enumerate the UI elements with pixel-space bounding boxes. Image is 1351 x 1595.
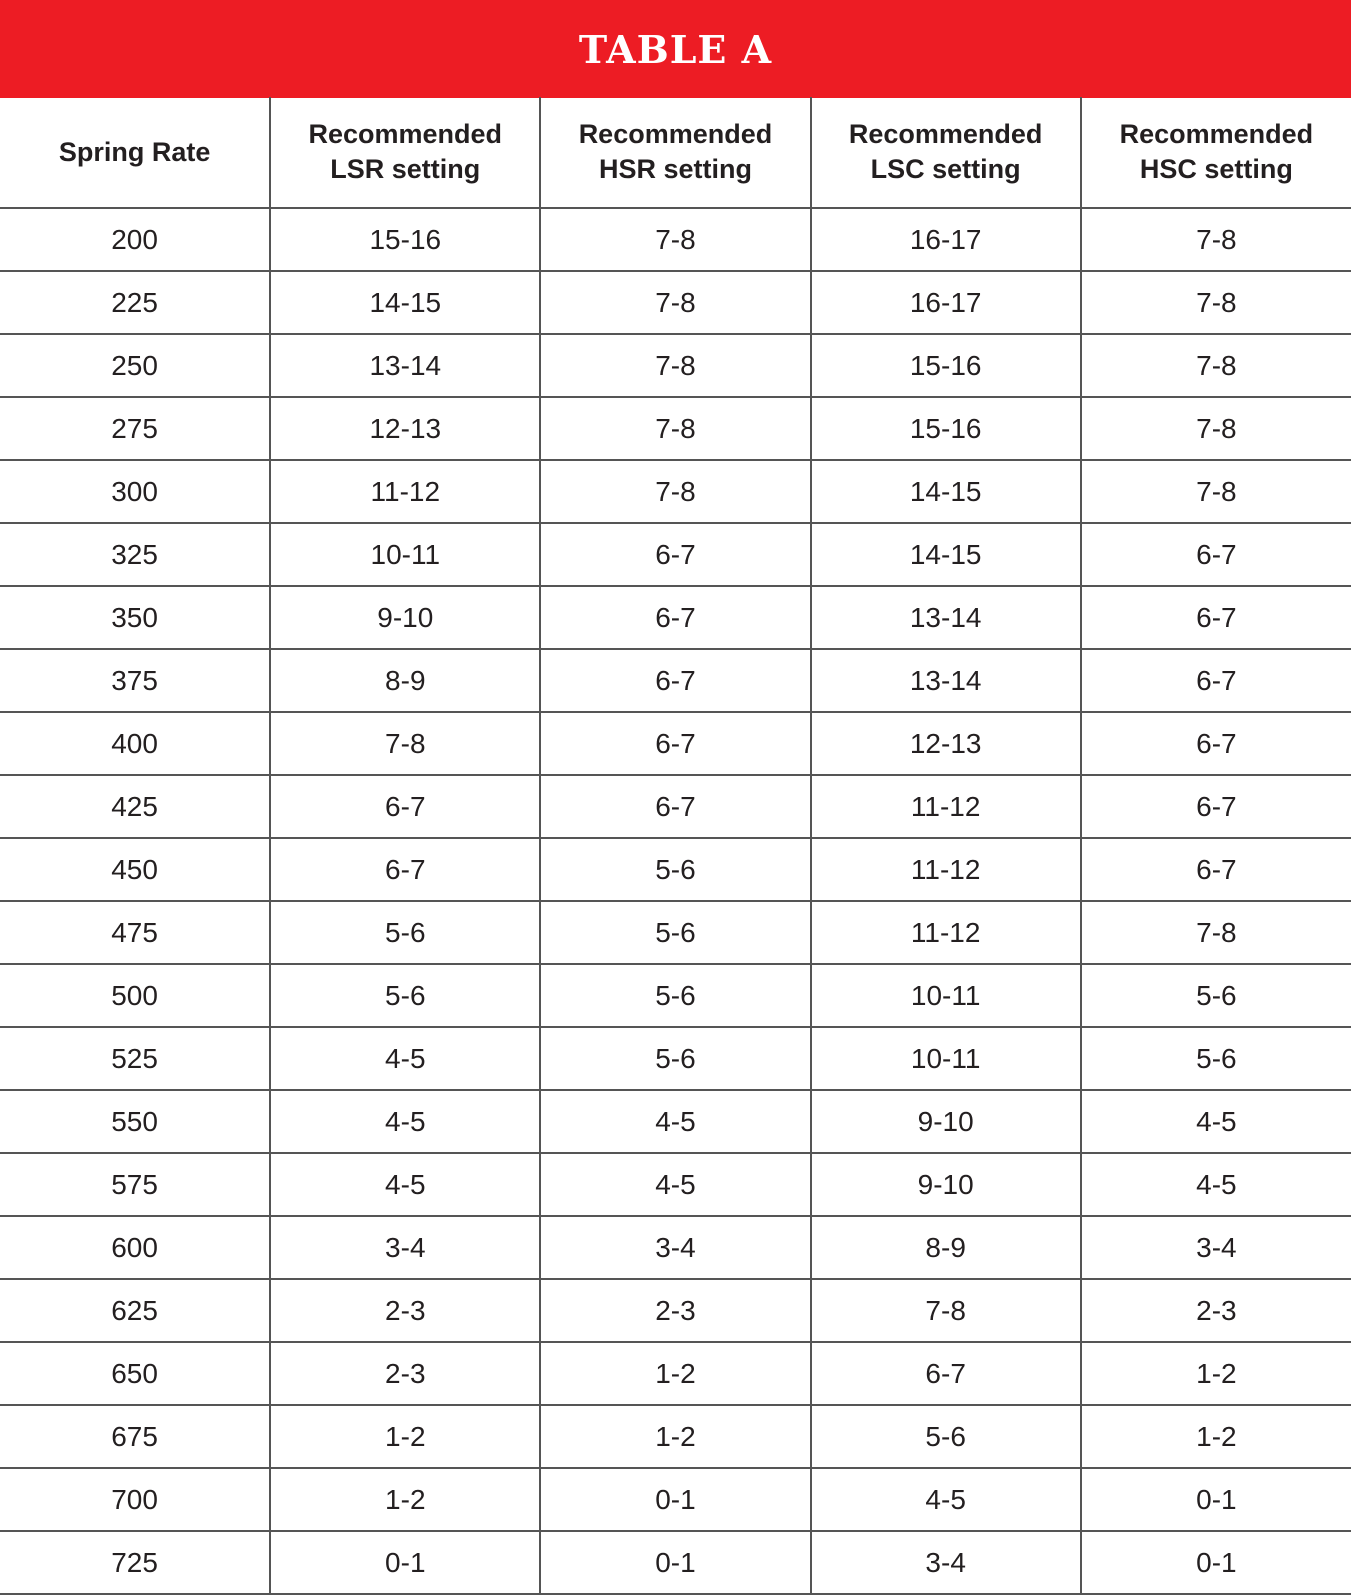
cell-lsc-setting: 9-10 — [811, 1090, 1081, 1153]
table-row — [0, 649, 1351, 712]
table-row — [0, 1090, 1351, 1153]
cell-lsc-setting: 8-9 — [811, 1216, 1081, 1279]
cell-lsc-setting: 14-15 — [811, 460, 1081, 523]
table-row — [0, 397, 1351, 460]
cell-lsr-setting: 1-2 — [270, 1468, 540, 1531]
table-header-row — [0, 97, 1351, 208]
cell-hsr-setting: 7-8 — [540, 460, 810, 523]
header-lsc-setting: Recommended LSC setting — [811, 97, 1081, 208]
cell-hsr-setting: 5-6 — [540, 901, 810, 964]
table-row — [0, 1279, 1351, 1342]
table-row — [0, 208, 1351, 271]
cell-hsc-setting: 7-8 — [1081, 271, 1351, 334]
cell-hsc-setting: 6-7 — [1081, 838, 1351, 901]
spring-rate-table — [0, 97, 1351, 1595]
cell-spring-rate: 300 — [0, 460, 270, 523]
cell-hsr-setting: 7-8 — [540, 397, 810, 460]
cell-hsc-setting: 6-7 — [1081, 712, 1351, 775]
cell-lsc-setting: 5-6 — [811, 1405, 1081, 1468]
cell-spring-rate: 250 — [0, 334, 270, 397]
cell-lsc-setting: 7-8 — [811, 1279, 1081, 1342]
cell-lsc-setting: 14-15 — [811, 523, 1081, 586]
cell-spring-rate: 675 — [0, 1405, 270, 1468]
cell-spring-rate: 225 — [0, 271, 270, 334]
table-row — [0, 838, 1351, 901]
table-row — [0, 460, 1351, 523]
cell-lsr-setting: 12-13 — [270, 397, 540, 460]
cell-hsr-setting: 0-1 — [540, 1468, 810, 1531]
cell-spring-rate: 200 — [0, 208, 270, 271]
cell-hsr-setting: 5-6 — [540, 964, 810, 1027]
table-row — [0, 271, 1351, 334]
cell-spring-rate: 275 — [0, 397, 270, 460]
cell-hsr-setting: 7-8 — [540, 208, 810, 271]
cell-hsc-setting: 7-8 — [1081, 397, 1351, 460]
cell-hsr-setting: 6-7 — [540, 649, 810, 712]
cell-lsr-setting: 13-14 — [270, 334, 540, 397]
cell-hsc-setting: 6-7 — [1081, 775, 1351, 838]
cell-lsr-setting: 2-3 — [270, 1342, 540, 1405]
cell-lsc-setting: 11-12 — [811, 838, 1081, 901]
cell-lsr-setting: 7-8 — [270, 712, 540, 775]
table-body — [0, 208, 1351, 1594]
cell-lsc-setting: 6-7 — [811, 1342, 1081, 1405]
cell-lsc-setting: 15-16 — [811, 334, 1081, 397]
cell-hsc-setting: 6-7 — [1081, 649, 1351, 712]
cell-hsc-setting: 7-8 — [1081, 460, 1351, 523]
cell-spring-rate: 325 — [0, 523, 270, 586]
cell-hsc-setting: 7-8 — [1081, 901, 1351, 964]
cell-hsr-setting: 3-4 — [540, 1216, 810, 1279]
cell-spring-rate: 375 — [0, 649, 270, 712]
table-row — [0, 1216, 1351, 1279]
table-row — [0, 334, 1351, 397]
cell-hsr-setting: 4-5 — [540, 1090, 810, 1153]
cell-hsr-setting: 2-3 — [540, 1279, 810, 1342]
cell-hsr-setting: 1-2 — [540, 1342, 810, 1405]
cell-lsc-setting: 4-5 — [811, 1468, 1081, 1531]
cell-hsr-setting: 5-6 — [540, 1027, 810, 1090]
cell-lsc-setting: 12-13 — [811, 712, 1081, 775]
cell-spring-rate: 475 — [0, 901, 270, 964]
cell-hsr-setting: 6-7 — [540, 775, 810, 838]
cell-lsc-setting: 3-4 — [811, 1531, 1081, 1594]
cell-hsc-setting: 6-7 — [1081, 523, 1351, 586]
cell-lsr-setting: 5-6 — [270, 901, 540, 964]
cell-hsr-setting: 4-5 — [540, 1153, 810, 1216]
table-row — [0, 1468, 1351, 1531]
cell-lsr-setting: 15-16 — [270, 208, 540, 271]
cell-spring-rate: 400 — [0, 712, 270, 775]
table-title: TABLE A — [578, 26, 773, 72]
table-row — [0, 1405, 1351, 1468]
table-row — [0, 901, 1351, 964]
cell-lsr-setting: 14-15 — [270, 271, 540, 334]
cell-spring-rate: 575 — [0, 1153, 270, 1216]
cell-hsr-setting: 6-7 — [540, 712, 810, 775]
cell-spring-rate: 450 — [0, 838, 270, 901]
header-hsr-setting: Recommended HSR setting — [540, 97, 810, 208]
cell-lsr-setting: 4-5 — [270, 1027, 540, 1090]
cell-lsr-setting: 4-5 — [270, 1090, 540, 1153]
cell-lsc-setting: 15-16 — [811, 397, 1081, 460]
cell-spring-rate: 600 — [0, 1216, 270, 1279]
cell-hsc-setting: 2-3 — [1081, 1279, 1351, 1342]
cell-lsr-setting: 10-11 — [270, 523, 540, 586]
cell-lsr-setting: 0-1 — [270, 1531, 540, 1594]
cell-hsc-setting: 3-4 — [1081, 1216, 1351, 1279]
cell-spring-rate: 700 — [0, 1468, 270, 1531]
cell-hsc-setting: 5-6 — [1081, 964, 1351, 1027]
header-hsc-setting: Recommended HSC setting — [1081, 97, 1351, 208]
cell-hsc-setting: 6-7 — [1081, 586, 1351, 649]
cell-lsr-setting: 1-2 — [270, 1405, 540, 1468]
table-row — [0, 712, 1351, 775]
cell-hsc-setting: 7-8 — [1081, 334, 1351, 397]
cell-lsc-setting: 9-10 — [811, 1153, 1081, 1216]
cell-spring-rate: 625 — [0, 1279, 270, 1342]
table-row — [0, 523, 1351, 586]
cell-spring-rate: 550 — [0, 1090, 270, 1153]
cell-lsc-setting: 11-12 — [811, 775, 1081, 838]
cell-hsr-setting: 0-1 — [540, 1531, 810, 1594]
cell-lsc-setting: 11-12 — [811, 901, 1081, 964]
cell-lsc-setting: 10-11 — [811, 1027, 1081, 1090]
cell-hsc-setting: 0-1 — [1081, 1468, 1351, 1531]
cell-hsr-setting: 1-2 — [540, 1405, 810, 1468]
table-row — [0, 1027, 1351, 1090]
table-row — [0, 1153, 1351, 1216]
cell-lsr-setting: 6-7 — [270, 775, 540, 838]
cell-spring-rate: 525 — [0, 1027, 270, 1090]
header-spring-rate: Spring Rate — [0, 97, 270, 208]
cell-lsr-setting: 3-4 — [270, 1216, 540, 1279]
table-row — [0, 1342, 1351, 1405]
table-row — [0, 1531, 1351, 1594]
cell-hsr-setting: 5-6 — [540, 838, 810, 901]
table-row — [0, 775, 1351, 838]
cell-spring-rate: 650 — [0, 1342, 270, 1405]
cell-lsr-setting: 4-5 — [270, 1153, 540, 1216]
cell-hsc-setting: 4-5 — [1081, 1090, 1351, 1153]
table-row — [0, 964, 1351, 1027]
cell-lsr-setting: 6-7 — [270, 838, 540, 901]
cell-spring-rate: 725 — [0, 1531, 270, 1594]
table-row — [0, 586, 1351, 649]
cell-lsc-setting: 10-11 — [811, 964, 1081, 1027]
cell-lsc-setting: 16-17 — [811, 271, 1081, 334]
cell-hsc-setting: 7-8 — [1081, 208, 1351, 271]
cell-hsc-setting: 5-6 — [1081, 1027, 1351, 1090]
cell-lsr-setting: 9-10 — [270, 586, 540, 649]
header-lsr-setting: Recommended LSR setting — [270, 97, 540, 208]
cell-spring-rate: 500 — [0, 964, 270, 1027]
cell-lsc-setting: 16-17 — [811, 208, 1081, 271]
cell-hsr-setting: 6-7 — [540, 586, 810, 649]
cell-lsr-setting: 5-6 — [270, 964, 540, 1027]
cell-lsr-setting: 11-12 — [270, 460, 540, 523]
title-banner — [0, 0, 1351, 98]
cell-hsc-setting: 1-2 — [1081, 1405, 1351, 1468]
cell-spring-rate: 350 — [0, 586, 270, 649]
cell-hsc-setting: 4-5 — [1081, 1153, 1351, 1216]
cell-hsr-setting: 7-8 — [540, 334, 810, 397]
cell-hsc-setting: 1-2 — [1081, 1342, 1351, 1405]
cell-hsc-setting: 0-1 — [1081, 1531, 1351, 1594]
cell-lsr-setting: 8-9 — [270, 649, 540, 712]
cell-hsr-setting: 7-8 — [540, 271, 810, 334]
cell-hsr-setting: 6-7 — [540, 523, 810, 586]
cell-lsc-setting: 13-14 — [811, 586, 1081, 649]
cell-spring-rate: 425 — [0, 775, 270, 838]
cell-lsc-setting: 13-14 — [811, 649, 1081, 712]
cell-lsr-setting: 2-3 — [270, 1279, 540, 1342]
